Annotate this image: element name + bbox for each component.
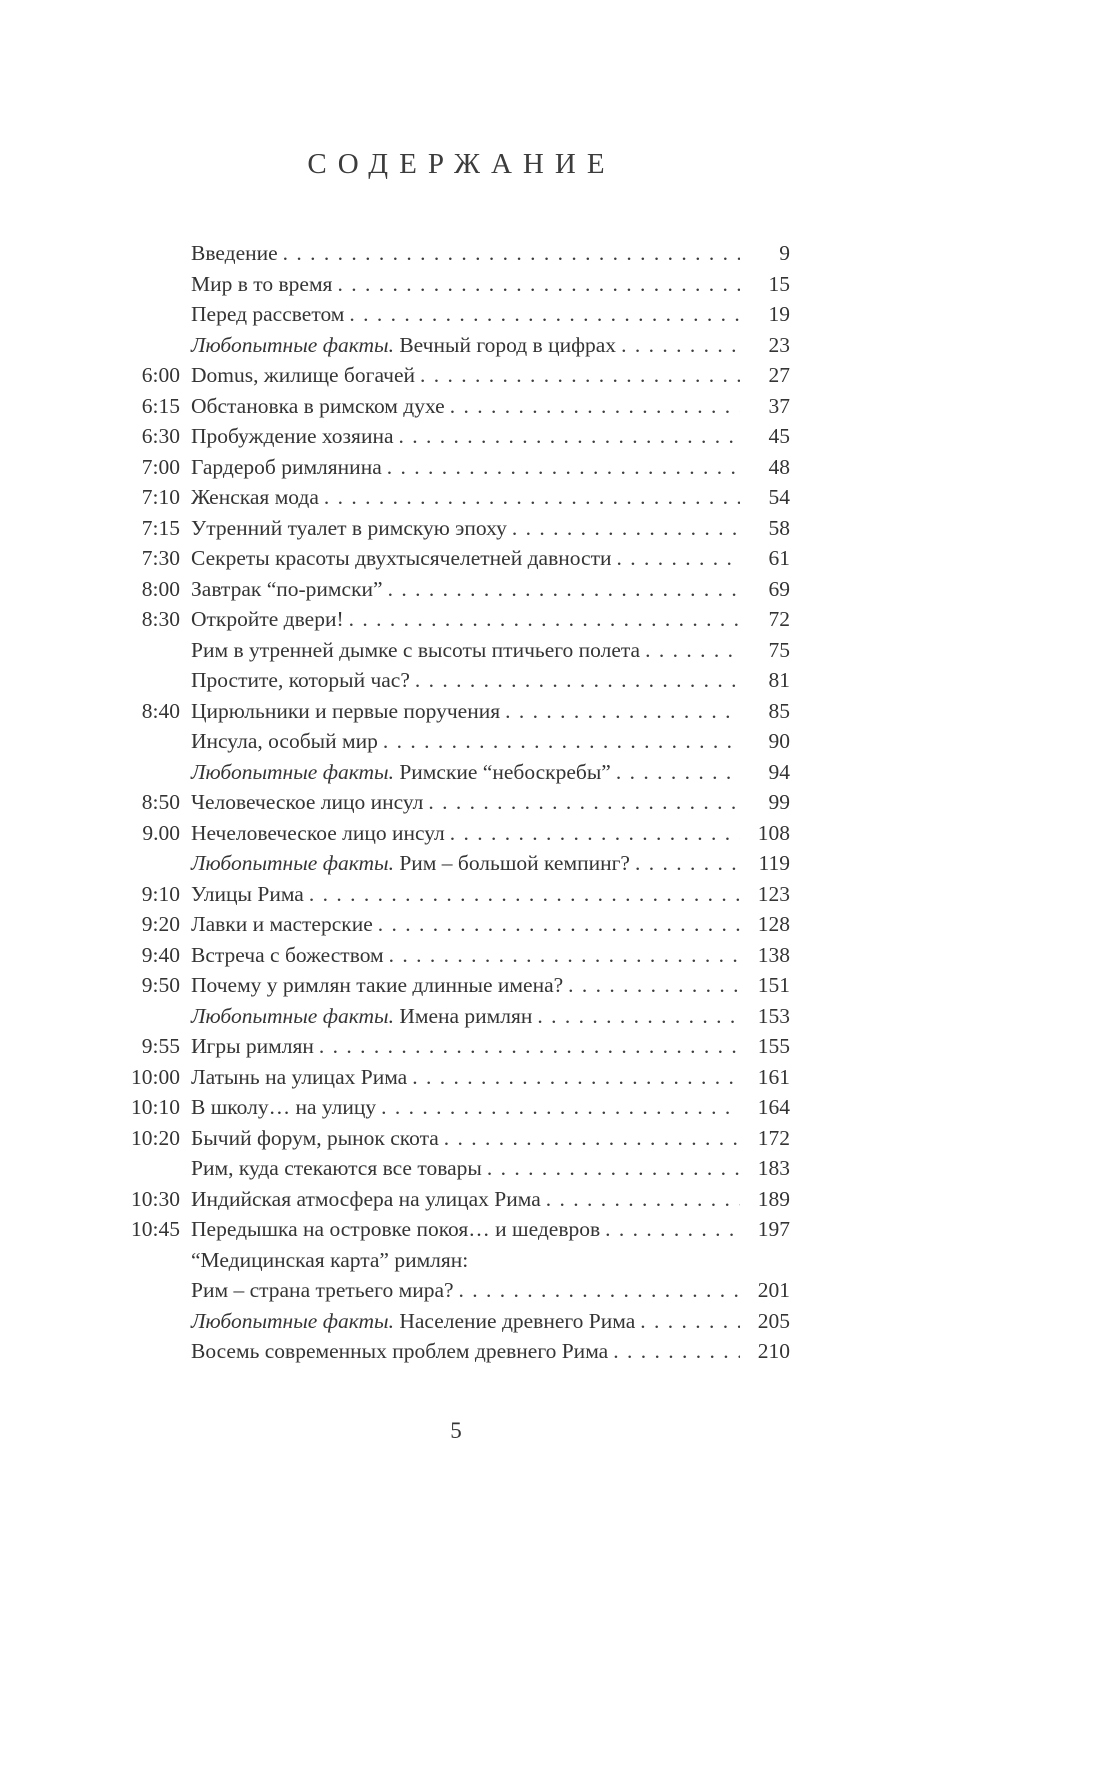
toc-entry (122, 360, 790, 391)
entry-dot-leader (381, 1092, 740, 1123)
entry-title: Мир в то время (191, 271, 333, 296)
entry-dot-leader (415, 665, 740, 696)
entry-time: 7:30 (141, 546, 180, 570)
entry-dot-leader (349, 299, 740, 330)
entry-dot-leader (616, 543, 740, 574)
toc-entry (122, 1031, 790, 1062)
entry-page-number: 197 (757, 1217, 790, 1241)
toc-entry (122, 1153, 790, 1184)
toc-list (122, 238, 790, 1367)
entry-time: 10:30 (131, 1186, 180, 1211)
toc-entry (122, 482, 790, 513)
entry-time: 7:00 (141, 454, 180, 479)
entry-title: Любопытные факты. Вечный город в цифрах (191, 332, 617, 357)
entry-title: Любопытные факты. Имена римлян (191, 1003, 533, 1028)
toc-entry (122, 818, 790, 849)
entry-title: Утренний туалет в римскую эпоху (191, 515, 507, 540)
entry-dot-leader (613, 1336, 740, 1367)
entry-title: Улицы Рима (191, 881, 304, 906)
toc-entry (122, 1275, 790, 1306)
toc-entry (122, 1062, 790, 1093)
entry-dot-leader (505, 696, 740, 727)
entry-dot-leader (319, 1031, 740, 1062)
entry-title: Нечеловеческое лицо инсул (191, 820, 445, 845)
entry-time: 6:15 (141, 393, 180, 418)
toc-entry (122, 940, 790, 971)
entry-dot-leader (428, 787, 740, 818)
entry-time: 9:55 (141, 1034, 180, 1058)
entry-time: 9:10 (141, 881, 180, 906)
toc-entry (122, 330, 790, 361)
entry-page-number: 9 (779, 241, 790, 265)
entry-page-number: 54 (768, 485, 790, 509)
entry-time: 8:40 (141, 698, 180, 723)
entry-dot-leader (537, 1001, 740, 1032)
toc-entry (122, 452, 790, 483)
entry-dot-leader (349, 604, 740, 635)
toc-entry (122, 696, 790, 727)
toc-entry (122, 269, 790, 300)
entry-dot-leader (309, 879, 740, 910)
entry-title: Цирюльники и первые поручения (191, 698, 501, 723)
entry-title: Латынь на улицах Рима (191, 1064, 408, 1089)
toc-content (122, 148, 790, 1367)
entry-time: 10:10 (131, 1095, 180, 1119)
page-title: СОДЕРЖАНИЕ (307, 148, 616, 180)
toc-entry (122, 1306, 790, 1337)
entry-title: Человеческое лицо инсул (191, 790, 424, 814)
toc-entry (122, 391, 790, 422)
entry-title: Domus, жилище богачей (191, 363, 415, 387)
toc-entry (122, 1092, 790, 1123)
entry-time: 9:50 (141, 973, 180, 997)
entry-page-number: 72 (768, 607, 790, 631)
toc-entry (122, 665, 790, 696)
entry-page-number: 164 (757, 1095, 790, 1119)
entry-time: 7:10 (141, 485, 180, 509)
entry-title: Любопытные факты. Население древнего Рима (191, 1308, 636, 1333)
toc-entry (122, 909, 790, 940)
entry-page-number: 138 (757, 942, 790, 967)
entry-title: Восемь современных проблем древнего Рима (191, 1339, 609, 1363)
entry-dot-leader (388, 574, 740, 605)
entry-page-number: 75 (768, 637, 790, 662)
toc-entry (122, 848, 790, 879)
entry-title: Встреча с божеством (191, 942, 384, 967)
entry-dot-leader (568, 970, 740, 1001)
entry-dot-leader (546, 1184, 740, 1215)
entry-dot-leader (645, 635, 740, 666)
folio-page-number: 5 (450, 1418, 462, 1443)
entry-title: Гардероб римлянина (191, 454, 382, 479)
entry-dot-leader (635, 848, 740, 879)
entry-dot-leader (444, 1123, 740, 1154)
entry-time: 8:30 (141, 607, 180, 631)
entry-title: Женская мода (191, 485, 319, 509)
entry-page-number: 69 (768, 576, 790, 601)
entry-time: 10:20 (131, 1125, 180, 1150)
toc-entry (122, 299, 790, 330)
toc-entry (122, 1123, 790, 1154)
entry-page-number: 201 (757, 1278, 790, 1302)
entry-page-number: 19 (768, 302, 790, 326)
toc-entry (122, 757, 790, 788)
entry-time: 6:30 (141, 424, 180, 448)
entry-title: Почему у римлян такие длинные имена? (191, 973, 564, 997)
entry-page-number: 189 (757, 1186, 790, 1211)
entry-dot-leader (605, 1214, 740, 1245)
entry-title: Инсула, особый мир (191, 729, 378, 753)
toc-entry (122, 726, 790, 757)
entry-page-number: 153 (757, 1003, 790, 1028)
entry-page-number: 183 (757, 1156, 790, 1180)
entry-page-number: 81 (768, 668, 790, 692)
toc-entry (122, 970, 790, 1001)
entry-dot-leader (621, 330, 740, 361)
entry-page-number: 45 (768, 424, 790, 448)
entry-title: Завтрак “по-римски” (191, 576, 383, 601)
entry-title: Обстановка в римском духе (191, 393, 445, 418)
toc-entry (122, 1001, 790, 1032)
entry-page-number: 23 (768, 332, 790, 357)
entry-dot-leader (387, 452, 740, 483)
toc-entry (122, 635, 790, 666)
entry-dot-leader (337, 269, 740, 300)
entry-page-number: 15 (768, 271, 790, 296)
entry-title: “Медицинская карта” римлян: (191, 1247, 469, 1272)
entry-title: Бычий форум, рынок скота (191, 1125, 439, 1150)
entry-page-number: 210 (757, 1339, 790, 1363)
entry-title: Рим, куда стекаются все товары (191, 1156, 482, 1180)
entry-dot-leader (450, 818, 740, 849)
entry-title: Любопытные факты. Рим – большой кемпинг? (191, 851, 630, 875)
entry-page-number: 48 (768, 454, 790, 479)
entry-time: 7:15 (141, 515, 180, 540)
entry-dot-leader (283, 238, 740, 269)
entry-time: 9.00 (142, 820, 180, 845)
entry-page-number: 172 (757, 1125, 790, 1150)
entry-dot-leader (450, 391, 740, 422)
entry-time: 8:00 (141, 576, 180, 601)
entry-page-number: 99 (768, 790, 790, 814)
toc-entry (122, 1214, 790, 1245)
entry-page-number: 27 (768, 363, 790, 387)
entry-dot-leader (324, 482, 740, 513)
entry-page-number: 37 (768, 393, 790, 418)
entry-title: Лавки и мастерские (191, 912, 373, 936)
entry-page-number: 155 (757, 1034, 790, 1058)
entry-page-number: 61 (768, 546, 790, 570)
entry-title: Введение (191, 241, 278, 265)
entry-dot-leader (487, 1153, 740, 1184)
toc-entry (122, 1336, 790, 1367)
entry-dot-leader (616, 757, 740, 788)
entry-dot-leader (383, 726, 740, 757)
entry-dot-leader (378, 909, 740, 940)
toc-entry (122, 238, 790, 269)
entry-title: Любопытные факты. Римские “небоскребы” (191, 759, 611, 784)
entry-page-number: 151 (757, 973, 790, 997)
entry-page-number: 108 (757, 820, 790, 845)
entry-time: 10:45 (131, 1217, 180, 1241)
entry-dot-leader (399, 421, 741, 452)
entry-title: Секреты красоты двухтысячелетней давности (191, 546, 612, 570)
entry-time: 9:40 (141, 942, 180, 967)
entry-dot-leader (512, 513, 740, 544)
entry-title: Рим в утренней дымке с высоты птичьего полета (191, 637, 641, 662)
entry-title: Рим – страна третьего мира? (191, 1278, 454, 1302)
entry-time: 9:20 (141, 912, 180, 936)
entry-title: Игры римлян (191, 1034, 314, 1058)
entry-dot-leader (459, 1275, 740, 1306)
entry-title: В школу… на улицу (191, 1095, 377, 1119)
toc-entry (122, 574, 790, 605)
toc-entry (122, 543, 790, 574)
entry-page-number: 94 (768, 759, 790, 784)
entry-dot-leader (389, 940, 740, 971)
entry-time: 10:00 (131, 1064, 180, 1089)
entry-title: Откройте двери! (191, 607, 344, 631)
entry-page-number: 123 (757, 881, 790, 906)
toc-entry (122, 604, 790, 635)
entry-title: Простите, который час? (191, 668, 410, 692)
entry-dot-leader (420, 360, 740, 391)
toc-entry (122, 1245, 790, 1276)
toc-entry (122, 787, 790, 818)
entry-title: Индийская атмосфера на улицах Рима (191, 1186, 541, 1211)
entry-page-number: 205 (757, 1308, 790, 1333)
entry-page-number: 90 (768, 729, 790, 753)
entry-page-number: 161 (757, 1064, 790, 1089)
entry-dot-leader (640, 1306, 740, 1337)
toc-entry (122, 1184, 790, 1215)
toc-entry (122, 421, 790, 452)
entry-time: 8:50 (141, 790, 180, 814)
entry-dot-leader (412, 1062, 740, 1093)
entry-title: Пробуждение хозяина (191, 424, 394, 448)
entry-title: Передышка на островке покоя… и шедевров (191, 1217, 601, 1241)
toc-entry (122, 513, 790, 544)
entry-time: 6:00 (141, 363, 180, 387)
entry-page-number: 58 (768, 515, 790, 540)
toc-entry (122, 879, 790, 910)
entry-page-number: 85 (768, 698, 790, 723)
entry-page-number: 128 (757, 912, 790, 936)
entry-page-number: 119 (758, 851, 790, 875)
entry-title: Перед рассветом (191, 302, 345, 326)
